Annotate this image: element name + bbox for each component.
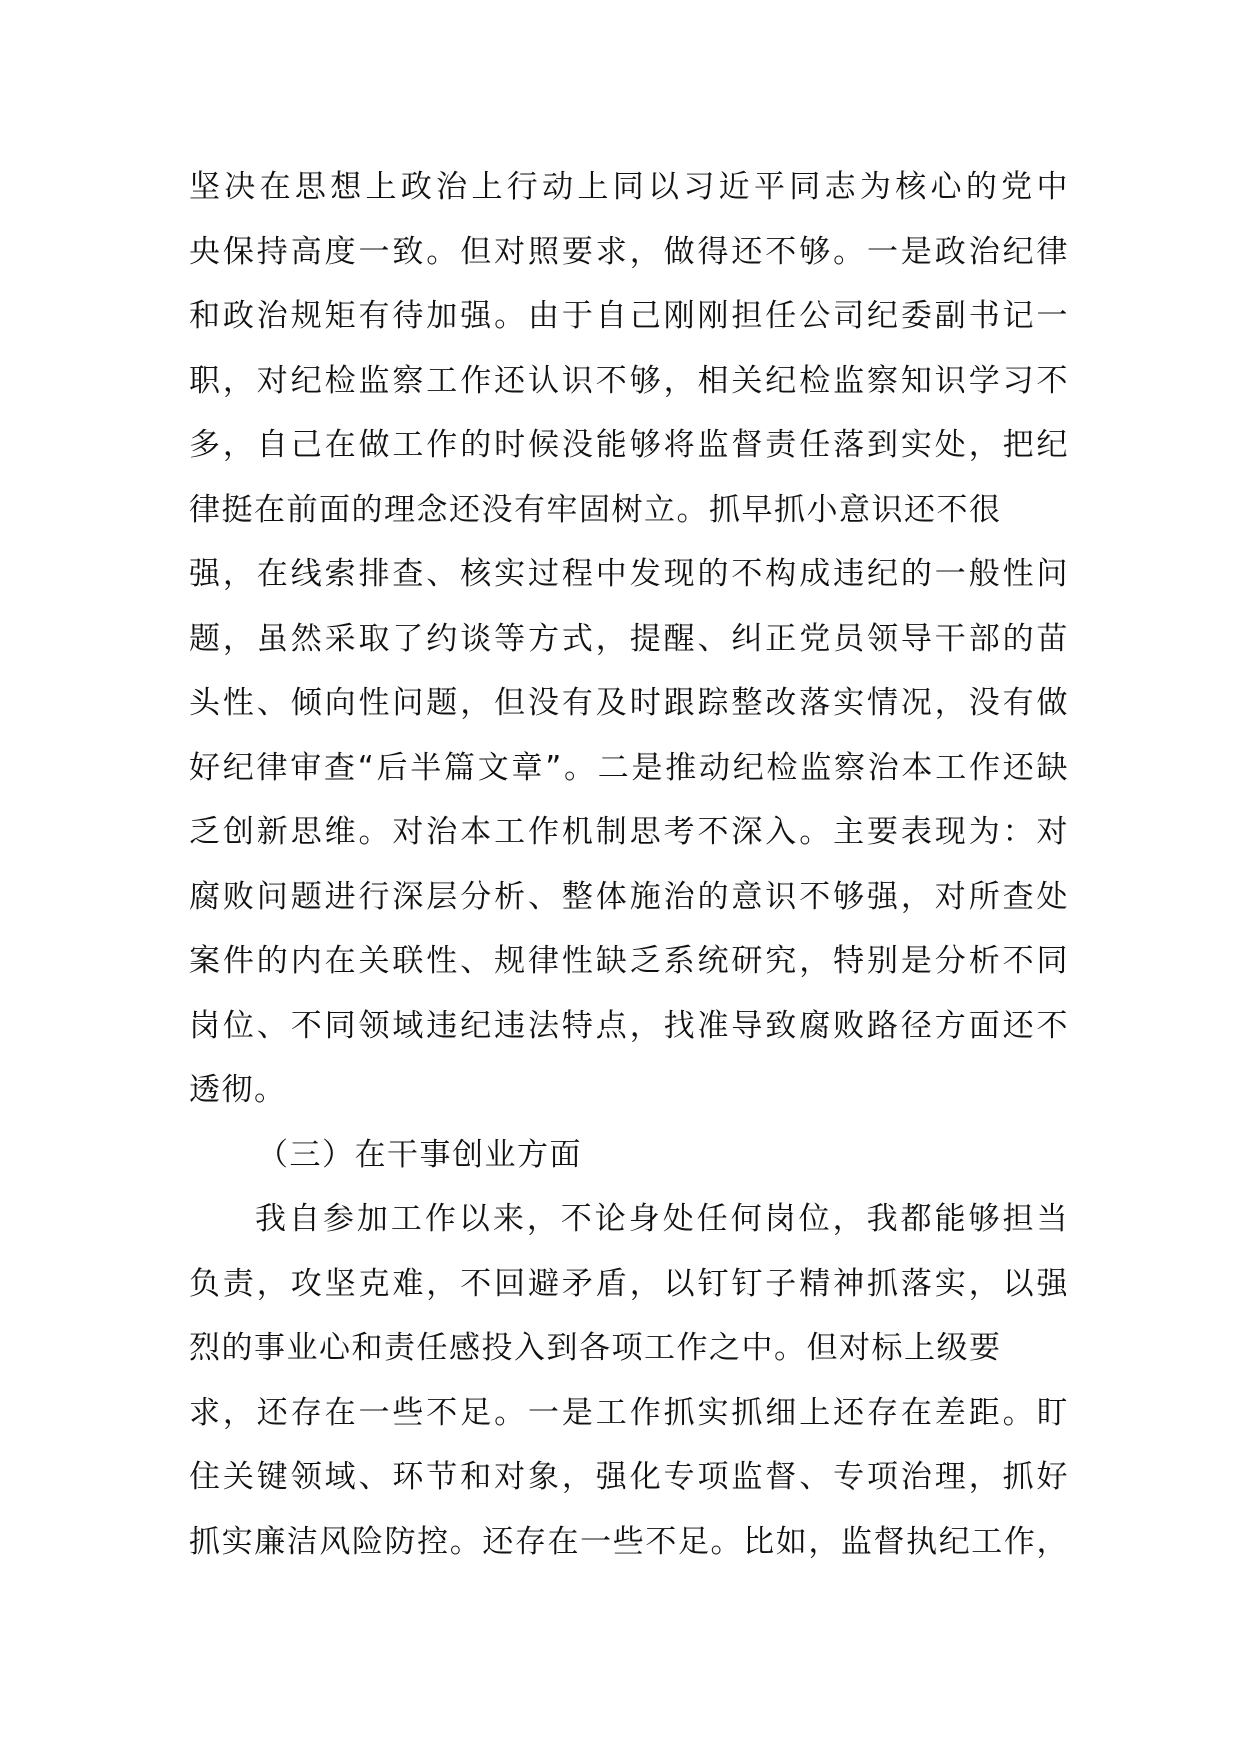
text-line: 案件的内在关联性、规律性缺乏系统研究，特别是分析不同 <box>189 943 1069 979</box>
text-line: 求，还存在一些不足。一是工作抓实抓细上还存在差距。盯 <box>189 1394 1069 1431</box>
text-line: 透彻。 <box>189 1072 287 1108</box>
text-line: 多，自己在做工作的时候没能够将监督责任落到实处，把纪 <box>189 427 1069 463</box>
body-text <box>189 155 1069 1574</box>
text-line: 我自参加工作以来，不论身处任何岗位，我都能够担当 <box>255 1201 1069 1237</box>
text-line: 题，虽然采取了约谈等方式，提醒、纠正党员领导干部的苗 <box>189 620 1069 657</box>
text-line: 乏创新思维。对治本工作机制思考不深入。主要表现为：对 <box>189 814 1069 850</box>
text-line: 负责，攻坚克难，不回避矛盾，以钉钉子精神抓落实，以强 <box>189 1265 1069 1302</box>
section-heading: （三）在干事创业方面 <box>257 1136 582 1173</box>
text-line: 职，对纪检监察工作还认识不够，相关纪检监察知识学习不 <box>189 362 1069 399</box>
text-line: 抓实廉洁风险防控。还存在一些不足。比如，监督执纪工作， <box>189 1523 1069 1560</box>
text-line: 头性、倾向性问题，但没有及时跟踪整改落实情况，没有做 <box>189 685 1069 721</box>
text-line: 律挺在前面的理念还没有牢固树立。抓早抓小意识还不很 <box>189 491 1002 528</box>
text-line: 和政治规矩有待加强。由于自己刚刚担任公司纪委副书记一 <box>189 298 1069 334</box>
text-line: 央保持高度一致。但对照要求，做得还不够。一是政治纪律 <box>189 233 1069 270</box>
text-line: 好纪律审查“后半篇文章”。二是推动纪检监察治本工作还缺 <box>189 749 1069 786</box>
text-line: 住关键领域、环节和对象，强化专项监督、专项治理，抓好 <box>189 1459 1069 1495</box>
text-line: 岗位、不同领域违纪违法特点，找准导致腐败路径方面还不 <box>189 1007 1069 1044</box>
text-line: 腐败问题进行深层分析、整体施治的意识不够强，对所查处 <box>189 878 1069 915</box>
text-line: 强，在线索排查、核实过程中发现的不构成违纪的一般性问 <box>189 556 1069 592</box>
text-line: 烈的事业心和责任感投入到各项工作之中。但对标上级要 <box>189 1330 1002 1366</box>
text-line: 坚决在思想上政治上行动上同以习近平同志为核心的党中 <box>189 169 1069 205</box>
